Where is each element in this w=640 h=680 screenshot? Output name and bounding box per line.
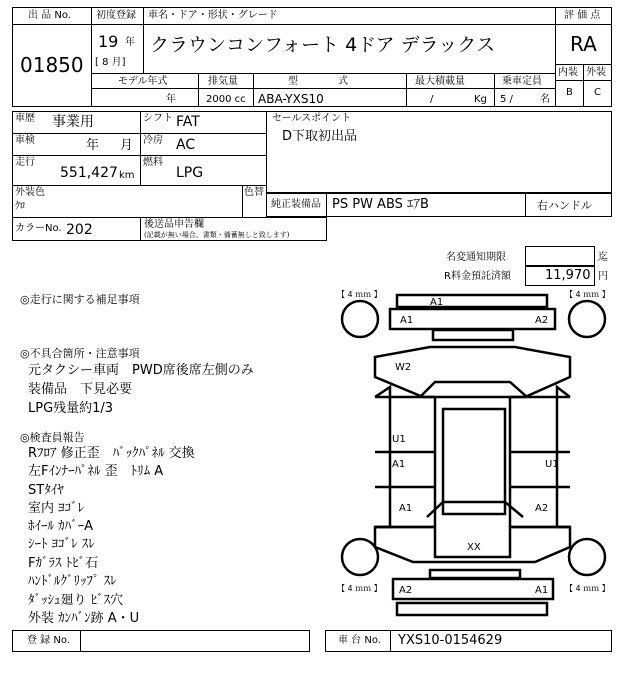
ac-label: 冷房 <box>143 135 163 146</box>
color-label: 外装色 <box>15 187 45 198</box>
equipment-label: 純正装備品 <box>271 199 321 210</box>
damage-mark: U1 <box>545 459 559 470</box>
inspector-line: ﾊﾝﾄﾞﾙｸﾞﾘｯﾌﾟ ｽﾚ <box>28 574 117 589</box>
damage-mark: A2 <box>535 315 549 326</box>
damage-mark: U1 <box>392 434 406 445</box>
divider <box>406 73 407 107</box>
driving-notes-title: ◎走行に関する補足事項 <box>20 293 140 306</box>
interior-grade: B <box>566 87 573 98</box>
divider <box>143 7 144 74</box>
divider <box>140 111 141 185</box>
damage-mark: A1 <box>430 297 444 308</box>
first-reg-label: 初度登録 <box>96 10 136 21</box>
first-reg-year: 19 <box>98 32 119 51</box>
reg-label: 登 録 No. <box>27 635 70 646</box>
mileage-unit: km <box>119 170 135 181</box>
fuel-value: LPG <box>176 165 204 181</box>
inspection-month: 月 <box>120 138 134 153</box>
front-bumper <box>397 295 547 307</box>
name-change-box <box>525 246 595 266</box>
tire-front-left <box>342 301 378 337</box>
inspector-line: STﾀｲﾔ <box>28 483 64 498</box>
inspector-line: Fｶﾞﾗｽ ﾄﾋﾞ石 <box>28 556 99 571</box>
first-reg-month: [ 8 月] <box>95 57 126 68</box>
model-name: クラウンコンフォート 4ドア デラックス <box>150 34 496 56</box>
windshield <box>420 382 527 397</box>
fuel-label: 燃料 <box>143 157 163 168</box>
divider <box>326 193 327 217</box>
max-load-value: / <box>430 94 434 105</box>
max-load-unit: Kg <box>474 94 487 105</box>
divider <box>390 630 391 652</box>
capacity-label: 乗車定員 <box>502 76 542 87</box>
inspector-line: Rﾌﾛｱ 修正歪 ﾊﾞｯｸﾊﾟﾈﾙ 交換 <box>28 446 195 461</box>
history-value: 事業用 <box>52 114 94 130</box>
color-no-label: カラーNo. <box>15 223 62 234</box>
model-year-unit: 年 <box>166 94 176 105</box>
name-change-unit: 迄 <box>598 252 608 263</box>
model-name-label: 車名・ドア・形状・グレード <box>148 10 278 21</box>
inspection-year: 年 <box>86 138 100 153</box>
aftermarket-label: 後送品申告欄 <box>144 219 204 230</box>
divider <box>253 73 254 107</box>
tire-front-right <box>569 301 605 337</box>
divider <box>198 73 199 107</box>
divider <box>80 630 81 652</box>
mileage-value: 551,427 <box>60 165 118 181</box>
divider <box>91 88 556 89</box>
aftermarket-note: (記載が無い場合、書類・備蓄無しと致します) <box>144 231 290 239</box>
tire-depth-fr: 【 4 ｍｍ 】 <box>565 290 610 299</box>
inspector-line: 外装 ｶﾝﾊﾞﾝ跡 A・U <box>28 611 140 626</box>
inspector-line: 室内 ﾖｺﾞﾚ <box>28 501 85 516</box>
divider <box>242 185 243 218</box>
exterior-label: 外装 <box>586 67 606 78</box>
displacement-value: 2000 cc <box>206 94 246 105</box>
tire-rear-left <box>342 539 378 575</box>
recycle-value: 11,970 <box>545 268 591 283</box>
model-year-label: モデル年式 <box>118 76 168 87</box>
tire-depth-rl: 【 4 ｍｍ 】 <box>337 584 382 593</box>
grade-value: RA <box>570 32 597 56</box>
divider <box>140 217 141 241</box>
color-change-label: 色替 <box>244 187 264 198</box>
divider <box>12 24 92 25</box>
chassis-number: YXS10-0154629 <box>398 633 503 648</box>
damage-mark: A1 <box>400 315 414 326</box>
rear-panel <box>430 570 520 578</box>
inspector-line: 左Fｲﾝﾅｰﾊﾟﾈﾙ 歪 ﾄﾘﾑ A <box>28 464 164 479</box>
grille <box>433 330 513 340</box>
handle-side: 右ハンドル <box>537 199 592 212</box>
damage-mark: A1 <box>399 503 413 514</box>
inspector-line: ﾎｲｰﾙ ｶﾊﾞｰA <box>28 519 94 534</box>
ac-value: AC <box>176 137 196 153</box>
capacity-unit: 名 <box>540 94 550 105</box>
left-body <box>375 387 390 527</box>
interior-label: 内装 <box>558 67 578 78</box>
divider <box>555 24 612 25</box>
defect-line: LPG残量約1/3 <box>28 401 114 416</box>
tire-depth-rr: 【 4 ｍｍ 】 <box>565 584 610 593</box>
inspector-notes-title: ◎検査員報告 <box>20 431 85 444</box>
mileage-label: 走行 <box>15 157 35 168</box>
car-damage-diagram <box>335 287 613 627</box>
defect-notes-title: ◎不具合箇所・注意事項 <box>20 347 140 360</box>
lot-number: 01850 <box>20 53 84 77</box>
displacement-label: 排気量 <box>208 76 238 87</box>
recycle-unit: 円 <box>598 271 608 282</box>
capacity-value: 5 / <box>500 94 513 105</box>
damage-mark: A2 <box>399 585 413 596</box>
front-edge <box>390 309 555 329</box>
damage-mark: A1 <box>392 459 406 470</box>
inspector-line: ｼｰﾄ ﾖｺﾞﾚ ｽﾚ <box>28 537 95 552</box>
inspection-label: 車検 <box>15 135 35 146</box>
max-load-label: 最大積載量 <box>415 76 465 87</box>
damage-mark: A1 <box>535 585 549 596</box>
divider <box>12 185 267 186</box>
divider <box>583 64 584 107</box>
grade-label: 評 価 点 <box>564 10 601 21</box>
damage-mark: XX <box>467 542 481 553</box>
chassis-label: 車 台 No. <box>338 635 381 646</box>
equipment-value: PS PW ABS ｴｱB <box>332 197 429 212</box>
tire-depth-fl: 【 4 ｍｍ 】 <box>337 290 382 299</box>
right-body <box>557 387 570 527</box>
rear-bumper <box>397 603 547 615</box>
lot-label: 出 品 No. <box>28 10 71 21</box>
damage-mark: A2 <box>535 503 549 514</box>
history-label: 車歴 <box>15 113 35 124</box>
recycle-label: R料金預託済額 <box>444 271 511 282</box>
color-value: ｸﾛ <box>15 201 25 212</box>
divider <box>494 73 495 107</box>
color-no-value: 202 <box>66 222 93 238</box>
rear-edge <box>393 579 553 599</box>
exterior-grade: C <box>594 87 601 98</box>
shift-value: FAT <box>176 114 200 130</box>
pillars <box>435 397 510 527</box>
year-unit: 年 <box>125 37 135 48</box>
tire-rear-right <box>569 539 605 575</box>
divider <box>525 193 526 217</box>
defect-line: 装備品 下見必要 <box>28 382 133 397</box>
defect-line: 元タクシー車両 PWD席後席左側のみ <box>28 363 254 378</box>
shift-label: シフト <box>143 113 173 124</box>
sales-point-label: セールスポイント <box>272 113 352 124</box>
damage-mark: W2 <box>395 362 412 373</box>
inspector-line: ﾀﾞｯｼｭ廻り ﾋﾞｽ穴 <box>28 593 124 608</box>
type-label: 型 式 <box>288 76 348 87</box>
type-code: ABA-YXS10 <box>258 92 324 106</box>
divider <box>91 24 556 25</box>
roof <box>443 409 505 514</box>
sales-point-text: D下取初出品 <box>282 129 358 144</box>
name-change-label: 名変通知期限 <box>446 252 506 263</box>
